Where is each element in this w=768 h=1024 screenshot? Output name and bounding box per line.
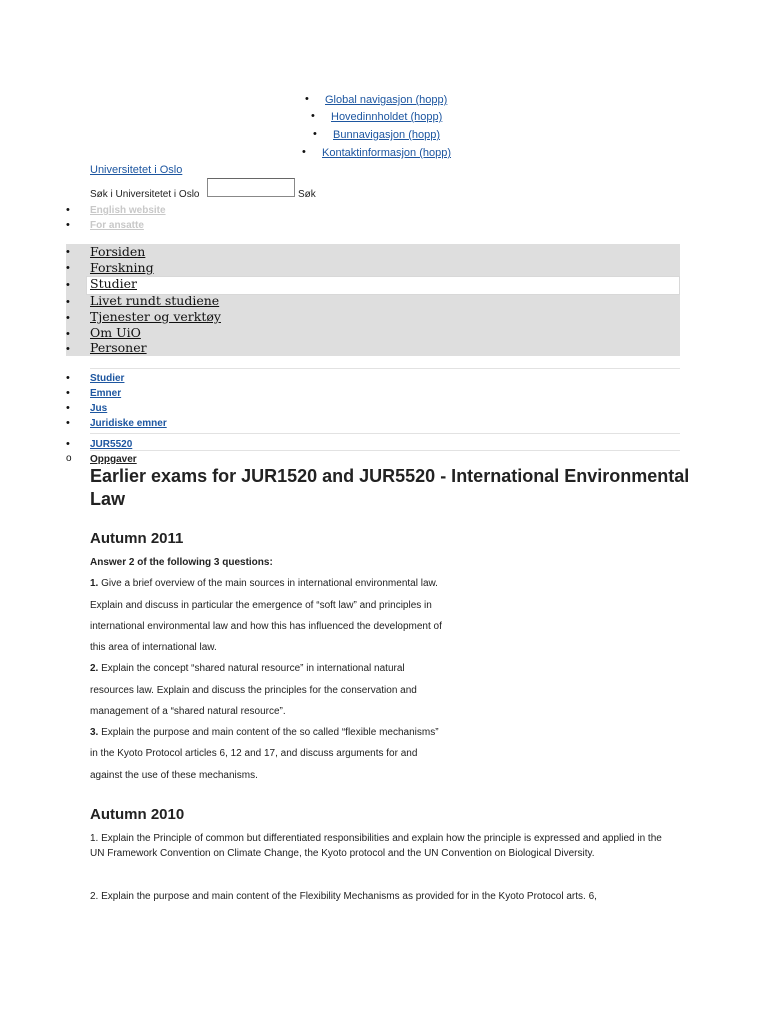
bullet-icon: • [66,372,70,384]
bullet-icon: • [66,387,70,399]
employees-link[interactable]: For ansatte [90,220,144,231]
page-title: Earlier exams for JUR1520 and JUR5520 - International Environmental Law [90,466,690,509]
menu-item-forskning[interactable]: Forskning [90,260,154,275]
bullet-icon: • [66,402,70,414]
question-text: Explain the concept “shared natural resource” in international natural [98,663,405,674]
menu-item-tjenester[interactable]: Tjenester og verktøy [90,309,221,324]
subnav-current-page: Oppgaver [90,454,137,465]
question-1-line-3: international environmental law and how this has influenced the development of [90,621,442,632]
bullet-icon: • [66,246,70,258]
question-text: Give a brief overview of the main sources in international environmental law. [98,578,438,589]
english-website-link[interactable]: English website [90,205,166,216]
menu-item-om-uio[interactable]: Om UiO [90,325,141,340]
breadcrumb-juridiske-emner[interactable]: Juridiske emner [90,418,167,429]
question-1-line-1 [90,578,438,589]
autumn-2010-question-2: 2. Explain the purpose and main content of the Flexibility Mechanisms as provided for in the Kyoto Protocol arts. 6, [90,891,597,902]
bullet-icon: • [66,328,70,340]
section-heading-autumn-2011: Autumn 2011 [90,530,184,547]
search-button[interactable]: Søk [298,189,316,200]
bullet-icon: • [66,296,70,308]
bullet-icon: • [66,343,70,355]
question-3-line-2: in the Kyoto Protocol articles 6, 12 and 17, and discuss arguments for and [90,748,418,759]
question-1-line-4: this area of international law. [90,642,217,653]
autumn-2010-question-1: 1. Explain the Principle of common but differentiated responsibilities and explain how the principle is expressed and applied in the UN Framework Convention on Climate Change, the Kyoto protocol and the UN Convention on Biological Diversity. [90,833,662,859]
question-2-line-2: resources law. Explain and discuss the principles for the conservation and [90,685,417,696]
breadcrumb-jus[interactable]: Jus [90,403,108,414]
bullet-icon: • [305,93,309,105]
subnav-course-link[interactable]: JUR5520 [90,439,133,450]
question-number: 3. [90,727,99,738]
menu-item-livet-rundt-studiene[interactable]: Livet rundt studiene [90,293,220,308]
skip-link-bottom-nav[interactable] [313,128,441,141]
bullet-icon: • [66,279,70,291]
divider [90,433,680,434]
exam-instruction: Answer 2 of the following 3 questions: [90,557,273,568]
bullet-icon: • [66,438,70,450]
question-1-line-2: Explain and discuss in particular the emergence of “soft law” and principles in [90,600,432,611]
bullet-icon: • [311,110,315,122]
section-heading-autumn-2010: Autumn 2010 [90,806,185,823]
skip-link-main[interactable] [311,110,443,123]
skip-link-bottom-nav-text[interactable]: Bunnavigasjon (hopp) [333,129,441,141]
question-3-line-1 [90,727,439,738]
skip-link-main-text[interactable]: Hovedinnholdet (hopp) [331,111,443,123]
menu-item-forsiden[interactable]: Forsiden [90,244,146,259]
site-home-link[interactable]: Universitetet i Oslo [90,164,183,176]
menu-item-personer[interactable]: Personer [90,340,147,355]
bullet-icon: • [66,312,70,324]
bullet-icon: • [66,262,70,274]
bullet-icon: • [66,219,70,231]
skip-link-global[interactable] [305,93,448,106]
circle-bullet-icon: o [66,453,72,464]
breadcrumb-emner[interactable]: Emner [90,388,122,399]
question-text: Explain the purpose and main content of the so called “flexible mechanisms” [98,727,439,738]
skip-link-global-text[interactable]: Global navigasjon (hopp) [325,94,448,106]
question-3-line-3: against the use of these mechanisms. [90,770,258,781]
breadcrumb-studier[interactable]: Studier [90,373,125,384]
question-number: 2. [90,663,99,674]
menu-item-studier[interactable]: Studier [90,276,138,291]
divider [90,450,680,451]
question-2-line-1 [90,663,405,674]
skip-link-contact[interactable] [302,146,452,159]
search-label: Søk i Universitetet i Oslo [90,189,200,200]
divider [90,368,680,369]
question-2-line-3: management of a “shared natural resource”. [90,706,286,717]
bullet-icon: • [302,146,306,158]
bullet-icon: • [66,417,70,429]
skip-link-contact-text[interactable]: Kontaktinformasjon (hopp) [322,147,452,159]
question-number: 1. [90,578,99,589]
search-input[interactable] [207,178,295,197]
bullet-icon: • [66,204,70,216]
bullet-icon: • [313,128,317,140]
